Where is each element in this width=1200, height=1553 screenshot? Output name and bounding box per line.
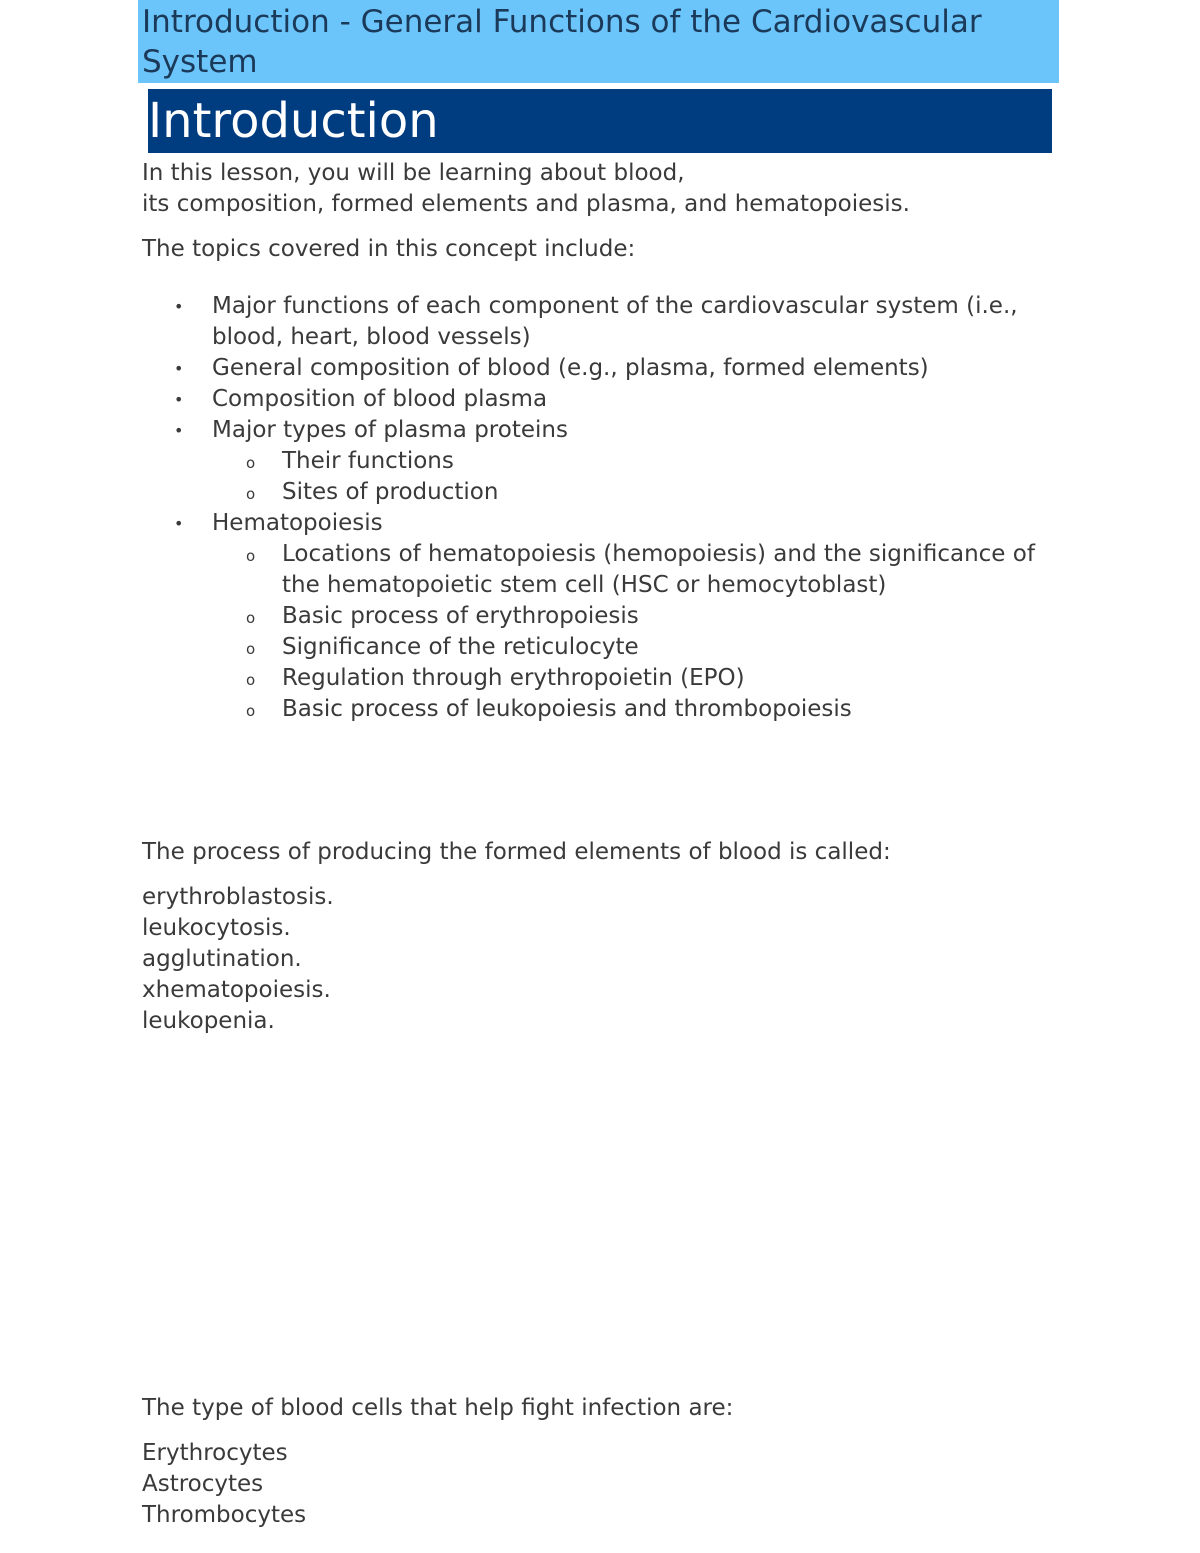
sub-bullet-icon: o bbox=[246, 702, 256, 720]
bullet-icon: • bbox=[174, 390, 184, 409]
subtopic-item bbox=[212, 446, 1062, 477]
subtopic-label: Their functions bbox=[282, 448, 454, 474]
answer-list bbox=[142, 882, 1062, 1037]
topics-lead: The topics covered in this concept include: bbox=[142, 236, 636, 262]
subtopic-item bbox=[212, 601, 1062, 632]
answer-option[interactable]: leukocytosis. bbox=[142, 915, 291, 941]
subtopics-list bbox=[212, 446, 1062, 508]
lesson-content bbox=[142, 158, 1062, 725]
section-heading: Introduction bbox=[148, 93, 439, 149]
intro-text bbox=[142, 158, 1062, 220]
topics-list bbox=[142, 291, 1062, 725]
topic-item bbox=[142, 291, 1062, 353]
subtopic-item bbox=[212, 539, 1062, 601]
bullet-icon: • bbox=[174, 421, 184, 440]
answer-option[interactable]: erythroblastosis. bbox=[142, 884, 334, 910]
subtopic-label: Regulation through erythropoietin (EPO) bbox=[282, 665, 745, 691]
sub-bullet-icon: o bbox=[246, 640, 256, 658]
subtopic-label: Basic process of erythropoiesis bbox=[282, 603, 639, 629]
intro-line-2: its composition, formed elements and plasma, and hematopoiesis. bbox=[142, 191, 910, 217]
answer-option[interactable]: xhematopoiesis. bbox=[142, 977, 331, 1003]
topic-item bbox=[142, 415, 1062, 508]
subtopic-label: Sites of production bbox=[282, 479, 499, 505]
subtopic-label: Locations of hematopoiesis (hemopoiesis) and the significance of the hematopoietic stem cell (HSC or hemocytoblast) bbox=[282, 541, 1035, 598]
topic-label: Hematopoiesis bbox=[212, 510, 383, 536]
question-prompt: The type of blood cells that help fight infection are: bbox=[142, 1395, 734, 1421]
bullet-icon: • bbox=[174, 297, 184, 316]
sub-bullet-icon: o bbox=[246, 547, 256, 565]
subtopic-label: Significance of the reticulocyte bbox=[282, 634, 639, 660]
sub-bullet-icon: o bbox=[246, 485, 256, 503]
answer-option[interactable]: Thrombocytes bbox=[142, 1502, 307, 1528]
sub-bullet-icon: o bbox=[246, 454, 256, 472]
topic-label: Composition of blood plasma bbox=[212, 386, 548, 412]
answer-option[interactable]: leukopenia. bbox=[142, 1008, 275, 1034]
topic-label: Major functions of each component of the cardiovascular system (i.e., blood, heart, blood vessels) bbox=[212, 293, 1018, 350]
answer-option[interactable]: agglutination. bbox=[142, 946, 302, 972]
subtopic-item bbox=[212, 632, 1062, 663]
subtopic-item bbox=[212, 477, 1062, 508]
topic-item bbox=[142, 353, 1062, 384]
answer-list bbox=[142, 1438, 1062, 1531]
topic-item bbox=[142, 384, 1062, 415]
topic-label: General composition of blood (e.g., plasma, formed elements) bbox=[212, 355, 929, 381]
intro-line-1: In this lesson, you will be learning about blood, bbox=[142, 160, 685, 186]
answer-option[interactable]: Erythrocytes bbox=[142, 1440, 288, 1466]
page-title: Introduction - General Functions of the Cardiovascular System bbox=[142, 4, 982, 80]
bullet-icon: • bbox=[174, 359, 184, 378]
subtopic-label: Basic process of leukopoiesis and thrombopoiesis bbox=[282, 696, 852, 722]
question-1 bbox=[142, 837, 1062, 1037]
subtopics-list bbox=[212, 539, 1062, 725]
page-header bbox=[138, 0, 1059, 83]
sub-bullet-icon: o bbox=[246, 671, 256, 689]
topic-label: Major types of plasma proteins bbox=[212, 417, 568, 443]
answer-option[interactable]: Astrocytes bbox=[142, 1471, 264, 1497]
section-banner bbox=[148, 89, 1052, 153]
bullet-icon: • bbox=[174, 514, 184, 533]
question-prompt: The process of producing the formed elements of blood is called: bbox=[142, 839, 891, 865]
question-2 bbox=[142, 1393, 1062, 1531]
topic-item bbox=[142, 508, 1062, 725]
subtopic-item bbox=[212, 694, 1062, 725]
subtopic-item bbox=[212, 663, 1062, 694]
sub-bullet-icon: o bbox=[246, 609, 256, 627]
